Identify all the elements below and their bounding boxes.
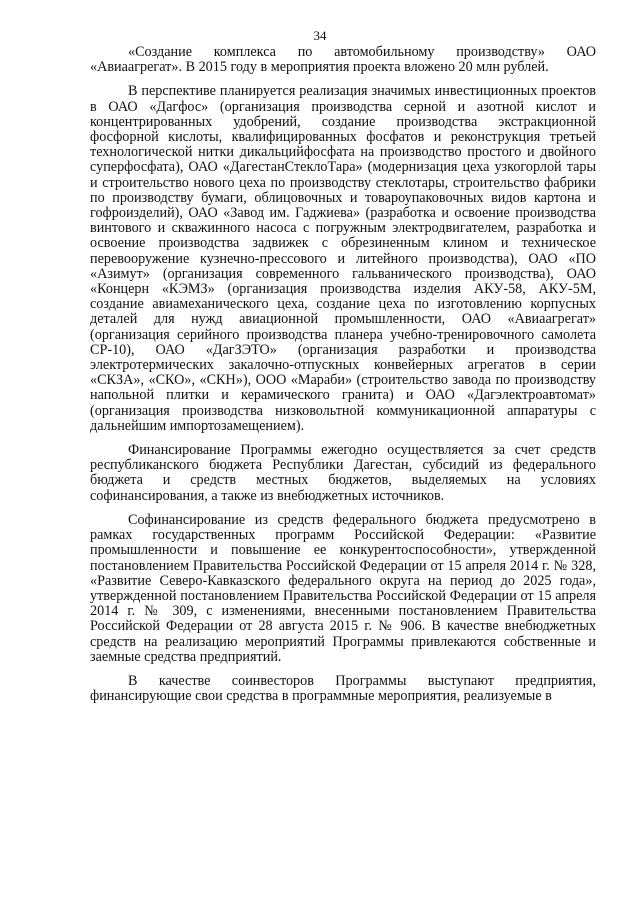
document-body [90, 45, 596, 704]
page-number: 34 [313, 28, 327, 43]
paragraph-cofinancing: Софинансирование из средств федерального бюджета предусмотрено в рамках государственных программ Российской Федерации: «Развитие промышленности и повышение ее конкурентоспособности», утвержденной постановлением Правительства Российской Федерации от 15 апреля 2014 г. № 328, «Развитие Северо-Кавказского федерального округа на период до 2025 года», утвержденной постановлением Правительства Российской Федерации от 15 апреля 2014 г. № 309, с изменениями, внесенными постановлением Правительства Российской Федерации от 28 августа 2015 г. № 906. В качестве внебюджетных средств на реализацию мероприятий Программы привлекаются собственные и заемные средства предприятий. [90, 511, 596, 665]
paragraph-financing: Финансирование Программы ежегодно осуществляется за счет средств республиканского бюджета Республики Дагестан, субсидий из федерального бюджета и средств местных бюджетов, выделяемых на условиях софинансирования, а также из внебюджетных источников. [90, 442, 596, 504]
paragraph-avtoproizvodstvo: «Создание комплекса по автомобильному производству» ОАО «Авиаагрегат». В 2015 году в мероприятия проекта вложено 20 млн рублей. [90, 44, 596, 76]
paragraph-investment-projects: В перспективе планируется реализация значимых инвестиционных проектов в ОАО «Дагфос» (организация производства серной и азотной кислот и концентрированных удобрений, создание производства экстракционной фосфорной кислоты, квалифицированных фосфатов и реконструкция третьей технологической нитки дикальцийфосфата на производство простого и двойного суперфосфата), ОАО «ДагестанСтеклоТара» (модернизация цеха узкогорлой тары и строительство нового цеха по производству стеклотары, строительство фабрики по производству бумаги, облицовочных и товароупаковочных видов картона и гофроизделий), ОАО «Завод им. Гаджиева» (разработка и освоение производства винтового и скважинного насоса с погружным электродвигателем, разработка и освоение производства задвижек с обрезиненным клином и техническое перевооружение кузнечно-прессового и литейного производства), ОАО «ПО «Азимут» (организация современного гальванического производства), ОАО «Концерн «КЭМЗ» (организация производства изделия АКУ-58, АКУ-5М, создание авиамеханического цеха, создание цеха по изготовлению корпусных деталей для нужд авиационной промышленности, ОАО «Авиаагрегат» (организация серийного производства планера учебно-тренировочного самолета СР-10), ОАО «ДагЗЭТО» (организация разработки и производства электротермических закалочно-отпускных конвейерных агрегатов в серии «СКЗА», «СКО», «СКН»), ООО «Мараби» (строительство завода по производству напольной плитки и керамического гранита) и ОАО «Дагэлектроавтомат» (организация производства низковольтной коммуникационной аппаратуры с дальнейшим импортозамещением). [90, 83, 596, 434]
paragraph-coinvestors: В качестве соинвесторов Программы выступают предприятия, финансирующие свои средства в программные мероприятия, реализуемые в [90, 672, 596, 705]
